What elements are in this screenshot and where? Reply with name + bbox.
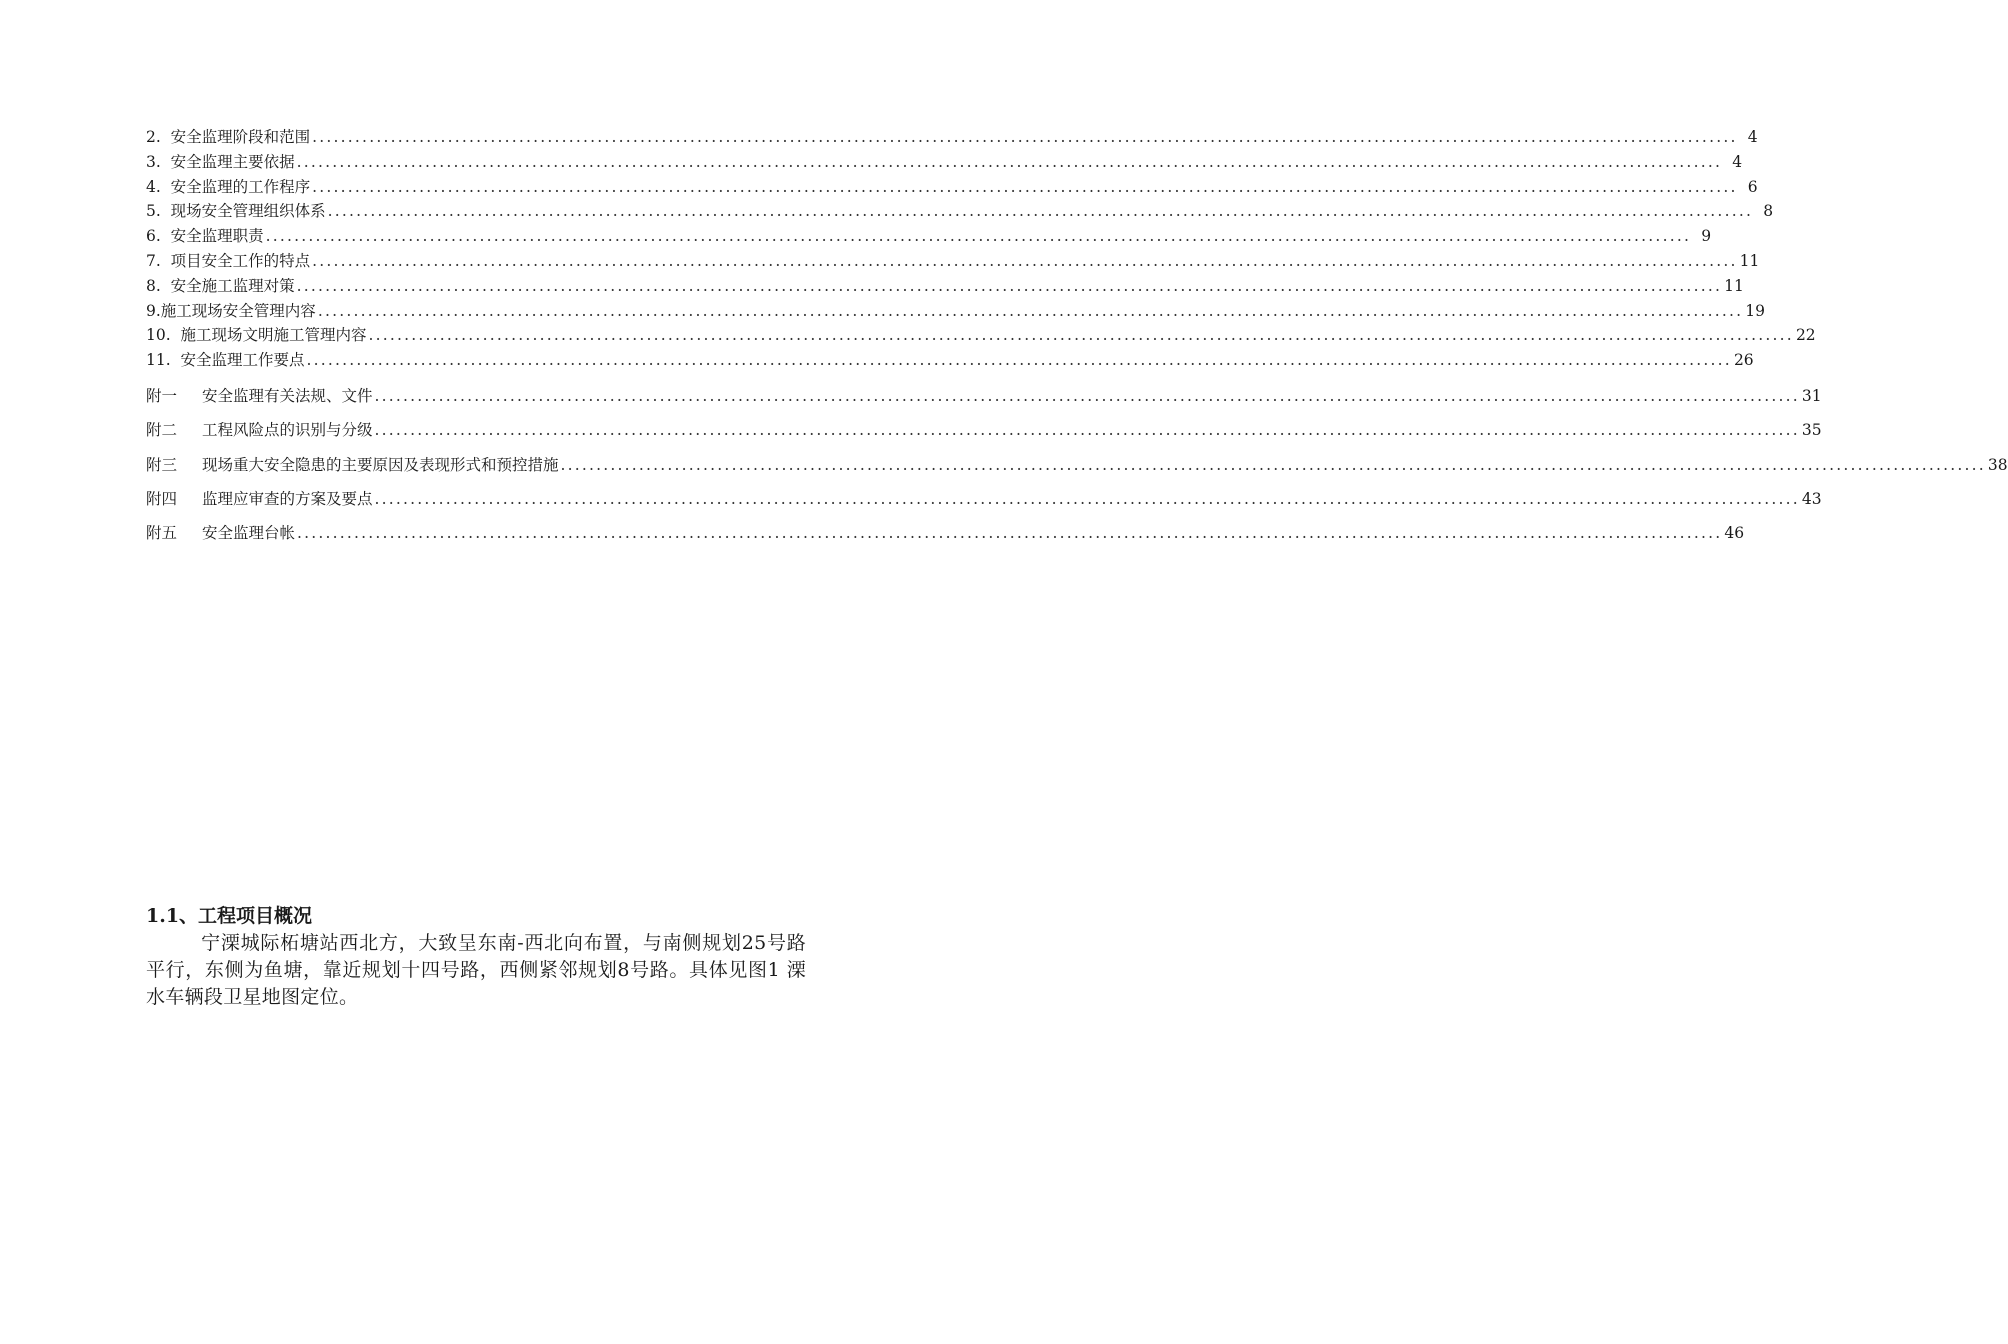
- toc-appendix-number: 附一: [146, 386, 178, 405]
- toc-appendix-entry[interactable]: [146, 482, 1822, 516]
- toc-leader-dots: ........................................................................................................................................................................................................: [296, 276, 1723, 295]
- toc-entry-title: 安全监理有关法规、文件: [202, 386, 373, 405]
- toc-entry-title: 安全施工监理对策: [170, 276, 295, 295]
- toc-entry-label: [146, 125, 310, 150]
- toc-leader-dots: ........................................................................................................................................................................................................: [374, 489, 1800, 508]
- toc-entry-label: [146, 175, 310, 200]
- section-heading: 1.1、工程项目概况: [146, 905, 313, 927]
- toc-entry-number: 3.: [146, 152, 161, 171]
- toc-entry-page: 11: [1724, 276, 1744, 295]
- toc-entry-number: 10.: [146, 326, 171, 345]
- toc-entry-number: 2.: [146, 128, 161, 146]
- toc-leader-dots: ........................................................................................................................................................................................................: [312, 251, 1738, 270]
- toc-entry-page: 31: [1801, 386, 1822, 405]
- toc-leader-dots: ........................................................................................................................................................................................................: [296, 152, 1723, 171]
- toc-entry-title: 施工现场安全管理内容: [160, 301, 316, 320]
- toc-leader-dots: ........................................................................................................................................................................................................: [297, 524, 1723, 543]
- toc-entry[interactable]: [146, 125, 1758, 150]
- toc-entry-page: 6: [1747, 177, 1758, 196]
- toc-entry-label: [146, 448, 559, 482]
- toc-appendix-entry[interactable]: [146, 448, 2008, 482]
- toc-entry-page: 19: [1745, 301, 1765, 320]
- toc-appendix-entries: [146, 379, 2008, 550]
- toc-leader-dots: ........................................................................................................................................................................................................: [374, 421, 1800, 440]
- toc-entry[interactable]: [146, 323, 1816, 348]
- toc-entry-label: [146, 413, 373, 447]
- toc-entry-label: [146, 348, 305, 373]
- toc-appendix-number: 附三: [146, 455, 178, 474]
- toc-entry-label: [146, 482, 373, 516]
- toc-entry-page: 4: [1747, 128, 1758, 146]
- project-overview-section: [146, 902, 806, 1011]
- toc-entry-number: 6.: [146, 227, 161, 246]
- toc-entry-title: 安全监理职责: [170, 227, 264, 246]
- toc-entry-page: 35: [1801, 421, 1822, 440]
- toc-entry-title: 安全监理阶段和范围: [170, 128, 311, 146]
- toc-entry[interactable]: [146, 299, 1765, 324]
- toc-entry-page: 8: [1763, 202, 1774, 221]
- toc-entry-label: [146, 150, 295, 175]
- toc-leader-dots: ........................................................................................................................................................................................................: [312, 128, 1738, 146]
- toc-entry-title: 安全监理台帐: [202, 524, 296, 543]
- toc-entry[interactable]: [146, 150, 1743, 175]
- toc-entry[interactable]: [146, 224, 1712, 249]
- toc-entry-title: 现场安全管理组织体系: [170, 202, 326, 221]
- toc-entry-number: 7.: [146, 251, 161, 270]
- toc-entry-title: 施工现场文明施工管理内容: [180, 326, 367, 345]
- toc-entry-title: 安全监理主要依据: [170, 152, 295, 171]
- toc-entry-page: 9: [1701, 227, 1712, 246]
- toc-entry-page: 38: [1987, 455, 2008, 474]
- toc-entry[interactable]: [146, 175, 1758, 200]
- toc-entry-page: 26: [1733, 351, 1754, 370]
- toc-entry-page: 4: [1732, 152, 1743, 171]
- toc-leader-dots: ........................................................................................................................................................................................................: [306, 351, 1732, 370]
- toc-entry-number: 5.: [146, 202, 161, 221]
- toc-entry-number: 8.: [146, 276, 161, 295]
- toc-entry-label: [146, 379, 373, 413]
- toc-entry-label: [146, 199, 326, 224]
- toc-entry-number: 4.: [146, 177, 161, 196]
- toc-appendix-entry[interactable]: [146, 379, 1822, 413]
- toc-leader-dots: ........................................................................................................................................................................................................: [368, 326, 1794, 345]
- toc-leader-dots: ........................................................................................................................................................................................................: [560, 455, 1986, 474]
- toc-entry-title: 工程风险点的识别与分级: [202, 421, 373, 440]
- toc-entry-label: [146, 274, 295, 299]
- toc-leader-dots: ........................................................................................................................................................................................................: [317, 301, 1744, 320]
- toc-main-entries: [146, 125, 1816, 373]
- toc-entry-label: [146, 299, 316, 324]
- toc-appendix-number: 附五: [146, 524, 178, 543]
- toc-entry-label: [146, 516, 295, 550]
- toc-entry[interactable]: [146, 199, 1774, 224]
- toc-entry-title: 现场重大安全隐患的主要原因及表现形式和预控措施: [202, 455, 559, 474]
- toc-entry-number: 11.: [146, 351, 171, 370]
- toc-entry[interactable]: [146, 348, 1754, 373]
- table-of-contents: [146, 125, 2008, 550]
- toc-leader-dots: ........................................................................................................................................................................................................: [312, 177, 1738, 196]
- toc-entry-title: 监理应审查的方案及要点: [202, 489, 373, 508]
- toc-entry-page: 43: [1801, 489, 1822, 508]
- toc-leader-dots: ........................................................................................................................................................................................................: [374, 386, 1800, 405]
- toc-entry-label: [146, 323, 367, 348]
- toc-leader-dots: ........................................................................................................................................................................................................: [265, 227, 1692, 246]
- toc-entry-number: 9.: [146, 301, 161, 320]
- toc-entry-title: 安全监理工作要点: [180, 351, 305, 370]
- toc-entry-label: [146, 249, 310, 274]
- toc-appendix-number: 附二: [146, 421, 178, 440]
- toc-appendix-entry[interactable]: [146, 516, 1745, 550]
- toc-leader-dots: ........................................................................................................................................................................................................: [327, 202, 1754, 221]
- toc-entry-title: 安全监理的工作程序: [170, 177, 311, 196]
- toc-entry[interactable]: [146, 249, 1760, 274]
- toc-entry-title: 项目安全工作的特点: [170, 251, 311, 270]
- toc-appendix-number: 附四: [146, 489, 178, 508]
- section-body-paragraph: 宁溧城际柘塘站西北方，大致呈东南-西北向布置，与南侧规划25号路平行，东侧为鱼塘，靠近规划十四号路，西侧紧邻规划8号路。具体见图1 溧水车辆段卫星地图定位。: [146, 932, 806, 1008]
- toc-entry-page: 11: [1739, 251, 1760, 270]
- toc-entry[interactable]: [146, 274, 1744, 299]
- toc-appendix-entry[interactable]: [146, 413, 1822, 447]
- toc-entry-label: [146, 224, 264, 249]
- toc-entry-page: 46: [1724, 524, 1745, 543]
- toc-entry-page: 22: [1795, 326, 1816, 345]
